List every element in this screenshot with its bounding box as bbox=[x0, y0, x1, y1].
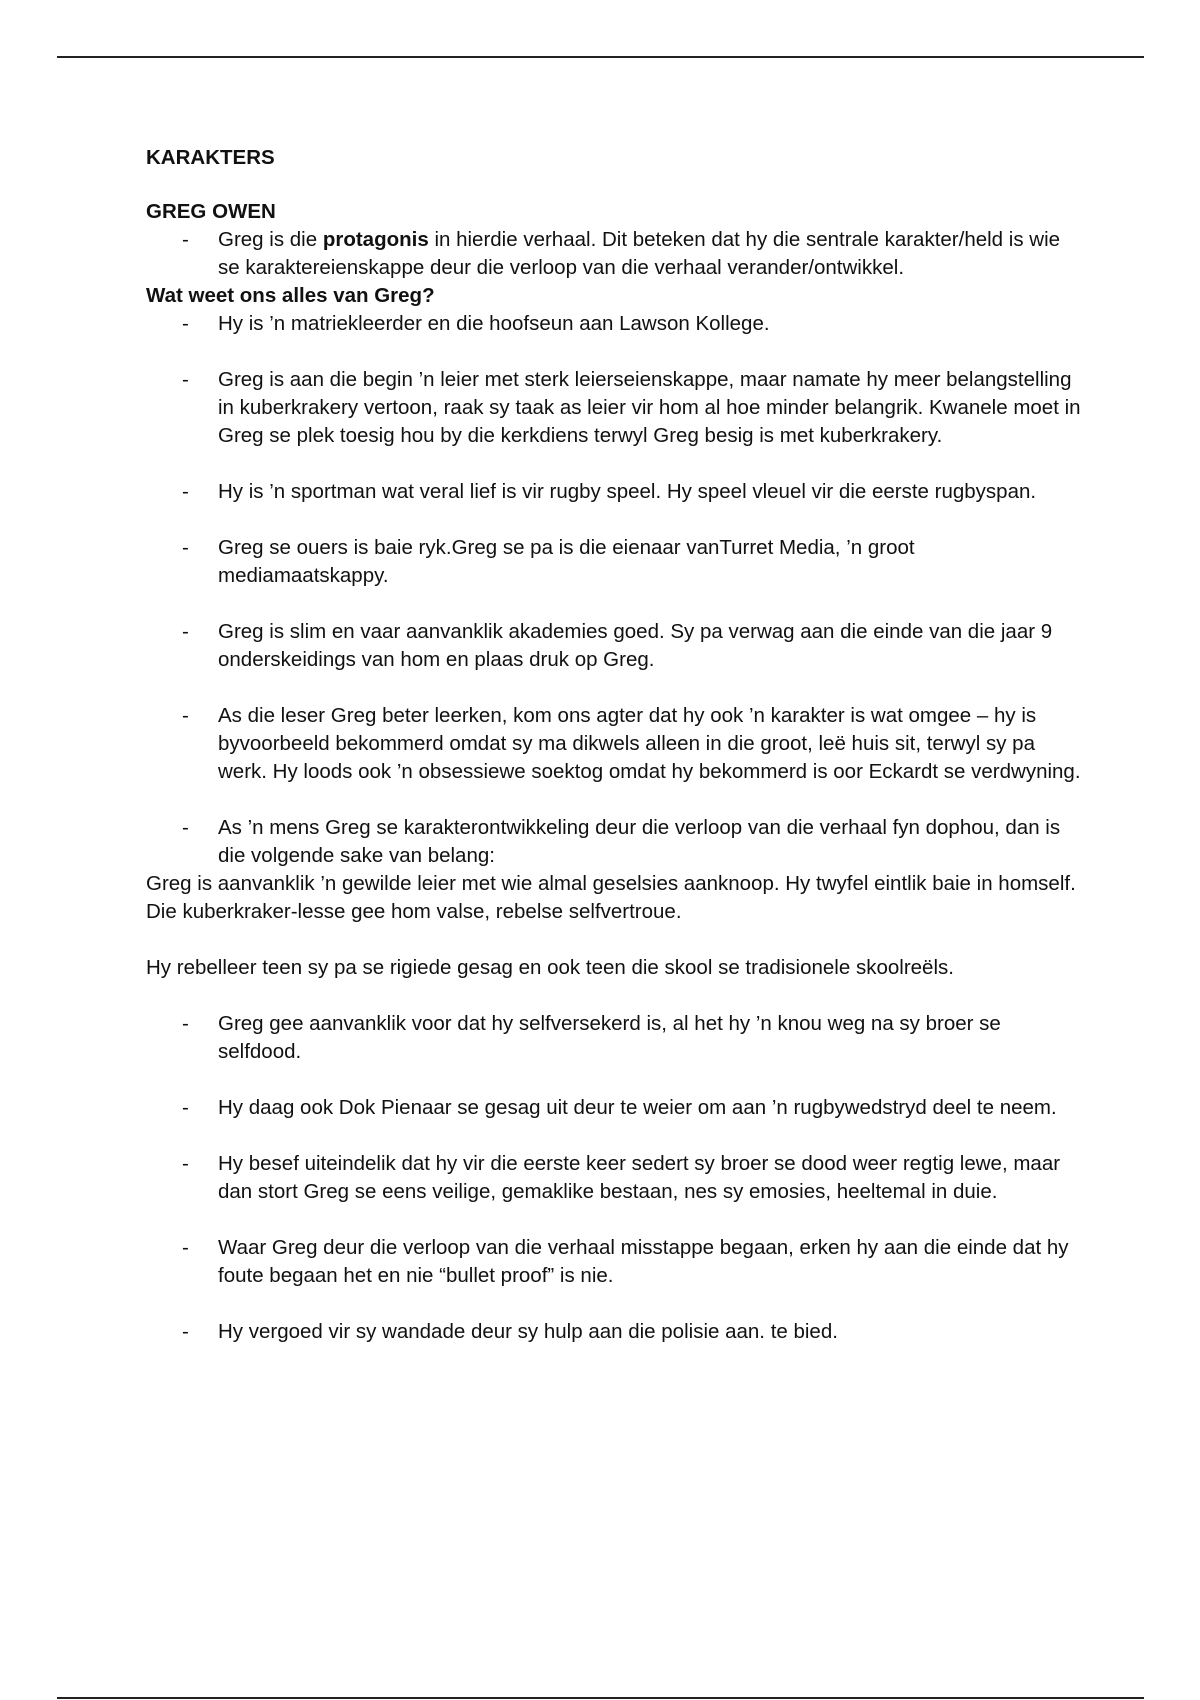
list-item: - Greg gee aanvanklik voor dat hy selfversekerd is, al het hy ’n knou weg na sy broer se selfdood. bbox=[182, 1012, 1001, 1063]
list-item: - Hy daag ook Dok Pienaar se gesag uit deur te weier om aan ’n rugbywedstryd deel te neem. bbox=[182, 1096, 1057, 1119]
list-item: - As ’n mens Greg se karakterontwikkeling deur die verloop van die verhaal fyn dophou, dan is die volgende sake van belang: bbox=[182, 816, 1061, 867]
top-rule bbox=[57, 56, 1144, 58]
list-item: - Hy vergoed vir sy wandade deur sy hulp aan die polisie aan. te bied. bbox=[182, 1320, 838, 1343]
development-list bbox=[146, 1010, 1086, 1346]
list-item: - Greg se ouers is baie ryk.Greg se pa is die eienaar vanTurret Media, ’n groot mediamaatskappy. bbox=[182, 536, 915, 587]
bottom-rule bbox=[57, 1697, 1144, 1699]
character-heading: GREG OWEN bbox=[146, 200, 276, 223]
list-item: - Hy besef uiteindelik dat hy vir die eerste keer sedert sy broer se dood weer regtig lewe, maar dan stort Greg se eens veilige, gemaklike bestaan, nes sy emosies, heeltemal in duie. bbox=[182, 1152, 1061, 1203]
bold-term: protagonis bbox=[322, 228, 429, 251]
traits-list bbox=[146, 310, 1086, 870]
list-item: - As die leser Greg beter leerken, kom ons agter dat hy ook ’n karakter is wat omgee – hy is byvoorbeeld bekommerd omdat sy ma dikwels alleen in die groot, leë huis sit, terwyl sy pa werk. Hy loods ook ’n obsessiewe soektog omdat hy bekommerd is oor Eckardt se verdwyning. bbox=[182, 704, 1081, 783]
list-item: - Greg is aan die begin ’n leier met sterk leierseienskappe, maar namate hy meer belangstelling in kuberkrakery vertoon, raak sy taak as leier vir hom al hoe minder belangrik. Kwanele moet in Greg se plek toesig hou by die kerkdiens terwyl Greg besig is met kuberkrakery. bbox=[182, 368, 1081, 447]
list-item: - Greg is slim en vaar aanvanklik akademies goed. Sy pa verwag aan die einde van die jaar 9 onderskeidings van hom en plaas druk op Greg. bbox=[182, 620, 1053, 671]
list-item: - Waar Greg deur die verloop van die verhaal misstappe begaan, erken hy aan die einde dat hy foute begaan het en nie “bullet proof” is nie. bbox=[182, 1236, 1069, 1287]
bullet-dash: - bbox=[182, 228, 189, 251]
intro-list bbox=[146, 226, 1086, 282]
section-heading: KARAKTERS bbox=[146, 146, 275, 169]
list-item: - Hy is ’n sportman wat veral lief is vir rugby speel. Hy speel vleuel vir die eerste rugbyspan. bbox=[182, 480, 1037, 503]
list-item: - Hy is ’n matriekleerder en die hoofseun aan Lawson Kollege. bbox=[182, 312, 770, 335]
document-body bbox=[146, 144, 1086, 1346]
question-heading: Wat weet ons alles van Greg? bbox=[146, 284, 435, 307]
paragraph: Hy rebelleer teen sy pa se rigiede gesag en ook teen die skool se tradisionele skoolreëls. bbox=[146, 956, 954, 979]
paragraph: Greg is aanvanklik ’n gewilde leier met wie almal geselsies aanknoop. Hy twyfel eintlik baie in homself. Die kuberkraker-lesse gee hom valse, rebelse selfvertroue. bbox=[146, 872, 1076, 923]
list-item: - Greg is die protagonis in hierdie verhaal. Dit beteken dat hy die sentrale karakter/held is wie se karaktereienskappe deur die verloop van die verhaal verander/ontwikkel. bbox=[182, 228, 1061, 279]
